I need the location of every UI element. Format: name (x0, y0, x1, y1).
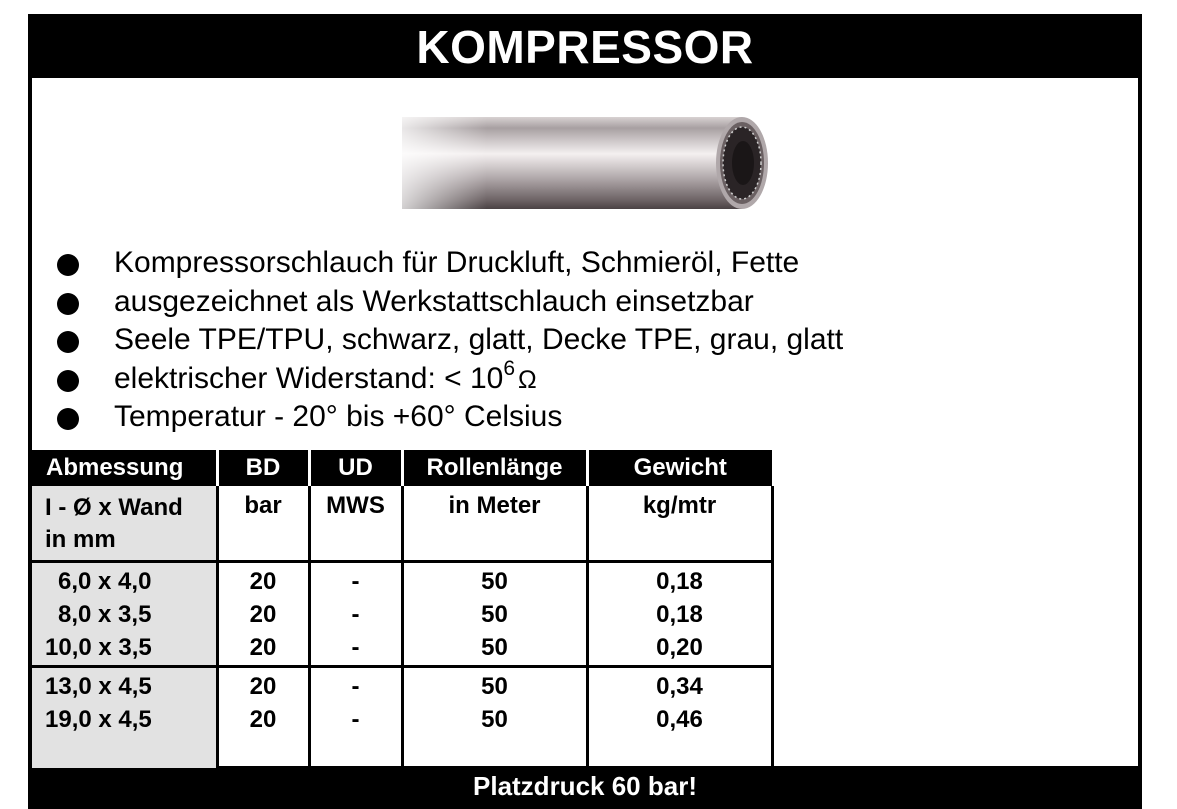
weight-cell (587, 562, 772, 667)
unit-bd: bar (217, 486, 309, 562)
bullet-icon (57, 331, 79, 353)
feature-item: Temperatur - 20° bis +60° Celsius (56, 398, 843, 437)
bullet-icon (57, 254, 79, 276)
table-cell: 6,0 x 4,0 (58, 568, 152, 595)
weight-cell (587, 667, 772, 769)
page-title: KOMPRESSOR (416, 21, 754, 73)
table-header-row (32, 450, 772, 486)
table-row-group (32, 667, 772, 769)
feature-item: Seele TPE/TPU, schwarz, glatt, Decke TPE, grau, glatt (56, 321, 843, 360)
unit-dimension: I - Ø x Wand in mm (32, 486, 217, 562)
spec-table (32, 450, 774, 768)
ohm-symbol: Ω (518, 365, 537, 394)
table-cell: 20 (249, 706, 277, 733)
table-row-group (32, 562, 772, 667)
length-cell (402, 667, 587, 769)
header-rollenlaenge: Rollenlänge (402, 450, 587, 486)
header-bd: BD (217, 450, 309, 486)
table-unit-row (32, 486, 772, 562)
table-cell: 50 (481, 568, 508, 595)
bullet-icon (57, 370, 79, 392)
table-cell: 0,46 (656, 706, 703, 733)
footer-banner: Platzdruck 60 bar! (473, 771, 697, 801)
feature-item: Kompressorschlauch für Druckluft, Schmieröl, Fette (56, 244, 843, 283)
bd-cell (217, 667, 309, 769)
ud-cell (309, 562, 402, 667)
hose-image (402, 112, 768, 214)
table-cell: - (351, 706, 360, 733)
table-cell: - (351, 673, 360, 700)
content-panel (32, 78, 1138, 766)
bullet-icon (57, 408, 79, 430)
header-ud: UD (309, 450, 402, 486)
dimension-cell (32, 667, 217, 769)
ud-cell (309, 667, 402, 769)
feature-list (56, 244, 843, 437)
table-cell: 50 (481, 673, 508, 700)
table-cell: 0,34 (656, 673, 703, 700)
table-cell: 19,0 x 4,5 (45, 706, 152, 733)
table-cell: - (351, 601, 360, 628)
table-cell: 13,0 x 4,5 (45, 673, 152, 700)
feature-item: ausgezeichnet als Werkstattschlauch einsetzbar (56, 283, 843, 322)
bullet-icon (57, 293, 79, 315)
unit-weight: kg/mtr (587, 486, 772, 562)
resistance-exponent: 6 (503, 356, 516, 380)
table-cell: 50 (481, 601, 508, 628)
table-cell: 20 (249, 634, 277, 661)
length-cell (402, 562, 587, 667)
unit-ud: MWS (309, 486, 402, 562)
table-cell: 0,18 (656, 568, 703, 595)
table-cell: 8,0 x 3,5 (58, 601, 152, 628)
unit-length: in Meter (402, 486, 587, 562)
header-abmessung: Abmessung (32, 450, 217, 486)
bd-cell (217, 562, 309, 667)
dimension-cell (32, 562, 217, 667)
table-cell: - (351, 568, 360, 595)
header-gewicht: Gewicht (587, 450, 772, 486)
feature-item: elektrischer Widerstand: < $10^6$ Ω (56, 360, 843, 399)
table-cell: 50 (481, 706, 508, 733)
table-cell: 20 (249, 601, 277, 628)
table-cell: 0,18 (656, 601, 703, 628)
product-sheet (28, 14, 1142, 809)
table-cell: - (351, 634, 360, 661)
table-cell: 20 (249, 673, 277, 700)
table-cell: 20 (249, 568, 277, 595)
table-cell: 50 (481, 634, 508, 661)
table-cell: 0,20 (656, 634, 703, 661)
table-cell: 10,0 x 3,5 (45, 634, 152, 661)
